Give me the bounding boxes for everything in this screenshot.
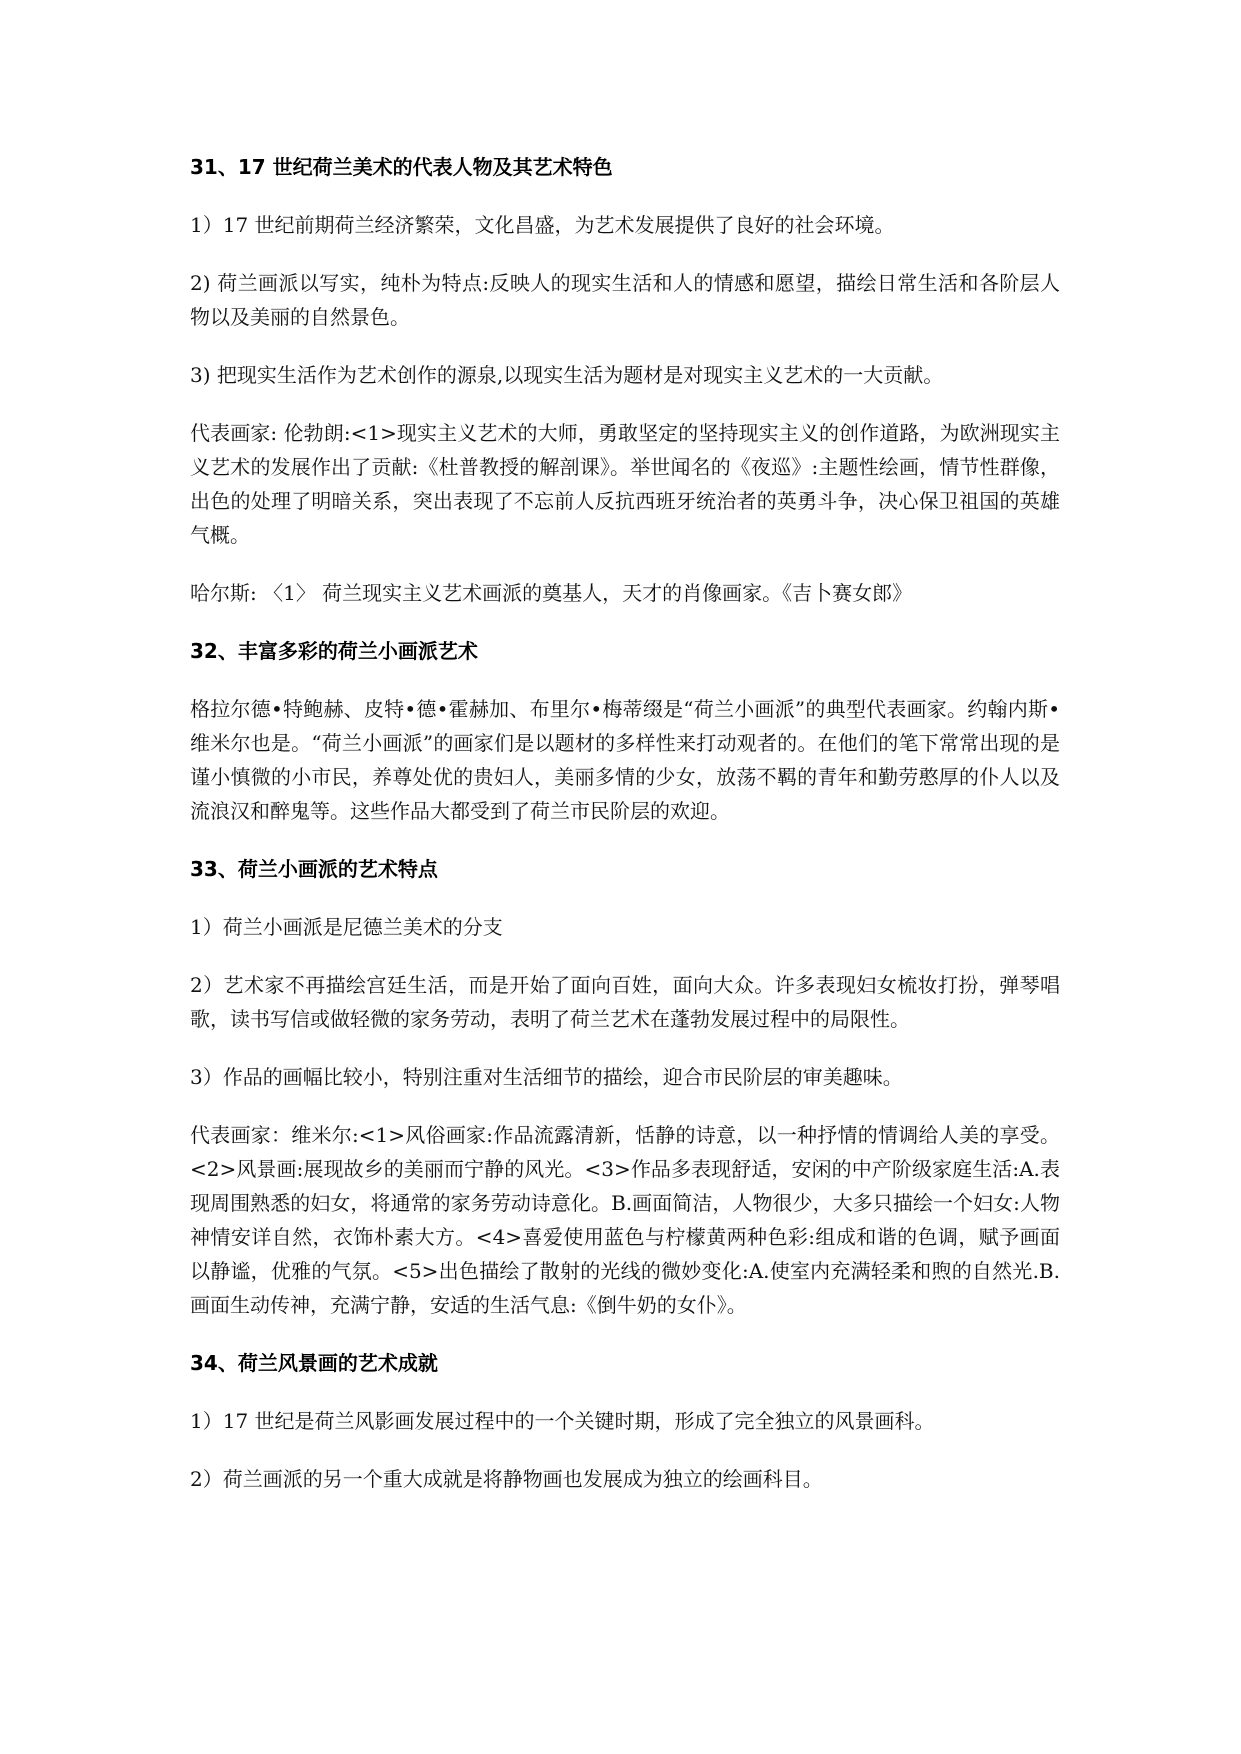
paragraph: 1）17 世纪前期荷兰经济繁荣，文化昌盛，为艺术发展提供了良好的社会环境。 (190, 213, 895, 237)
section-34 (190, 1346, 1060, 1496)
paragraph: 2) 荷兰画派以写实，纯朴为特点:反映人的现实生活和人的情感和愿望，描绘日常生活和各阶层人物以及美丽的自然景色。 (190, 271, 1060, 329)
paragraph: 2）艺术家不再描绘宫廷生活，而是开始了面向百姓，面向大众。许多表现妇女梳妆打扮，弹琴唱歌，读书写信或做轻微的家务劳动，表明了荷兰艺术在蓬勃发展过程中的局限性。 (190, 973, 1060, 1031)
paragraph: 1）荷兰小画派是尼德兰美术的分支 (190, 915, 503, 939)
section-heading: 31、17 世纪荷兰美术的代表人物及其艺术特色 (190, 155, 613, 179)
paragraph: 哈尔斯: 〈1〉 荷兰现实主义艺术画派的奠基人，天才的肖像画家。《吉卜赛女郎》 (190, 581, 913, 605)
section-heading: 32、丰富多彩的荷兰小画派艺术 (190, 639, 478, 663)
section-33 (190, 852, 1060, 1322)
paragraph: 1）17 世纪是荷兰风影画发展过程中的一个关键时期，形成了完全独立的风景画科。 (190, 1409, 935, 1433)
paragraph: 代表画家：维米尔:<1>风俗画家:作品流露清新，恬静的诗意，以一种抒情的情调给人美的享受。<2>风景画:展现故乡的美丽而宁静的风光。<3>作品多表现舒适，安闲的中产阶级家庭生活:A.表现周围熟悉的妇女，将通常的家务劳动诗意化。B.画面简洁，人物很少，大多只描绘一个妇女:人物神情安详自然，衣饰朴素大方。<4>喜爱使用蓝色与柠檬黄两种色彩:组成和谐的色调，赋予画面以静谧，优雅的气氛。<5>出色描绘了散射的光线的微妙变化:A.使室内充满轻柔和煦的自然光.B.画面生动传神，充满宁静，安适的生活气息:《倒牛奶的女仆》。 (190, 1123, 1060, 1317)
paragraph: 3) 把现实生活作为艺术创作的源泉,以现实生活为题材是对现实主义艺术的一大贡献。 (190, 363, 944, 387)
section-heading: 34、荷兰风景画的艺术成就 (190, 1351, 438, 1375)
section-31 (190, 150, 1060, 610)
paragraph: 格拉尔德•特鲍赫、皮特•德•霍赫加、布里尔•梅蒂缀是“荷兰小画派”的典型代表画家。约翰内斯•维米尔也是。“荷兰小画派”的画家们是以题材的多样性来打动观者的。在他们的笔下常常出现的是谨小慎微的小市民，养尊处优的贵妇人，美丽多情的少女，放荡不羁的青年和勤劳憨厚的仆人以及流浪汉和醉鬼等。这些作品大都受到了荷兰市民阶层的欢迎。 (190, 697, 1060, 823)
paragraph: 代表画家: 伦勃朗:<1>现实主义艺术的大师，勇敢坚定的坚持现实主义的创作道路，为欧洲现实主义艺术的发展作出了贡献:《杜普教授的解剖课》。举世闻名的《夜巡》:主题性绘画，情节性群像，出色的处理了明暗关系，突出表现了不忘前人反抗西班牙统治者的英勇斗争，决心保卫祖国的英雄气概。 (190, 421, 1060, 547)
section-32 (190, 634, 1060, 828)
paragraph: 2）荷兰画派的另一个重大成就是将静物画也发展成为独立的绘画科目。 (190, 1467, 823, 1491)
section-heading: 33、荷兰小画派的艺术特点 (190, 857, 438, 881)
document-body (190, 150, 1060, 1520)
paragraph: 3）作品的画幅比较小，特别注重对生活细节的描绘，迎合市民阶层的审美趣味。 (190, 1065, 903, 1089)
